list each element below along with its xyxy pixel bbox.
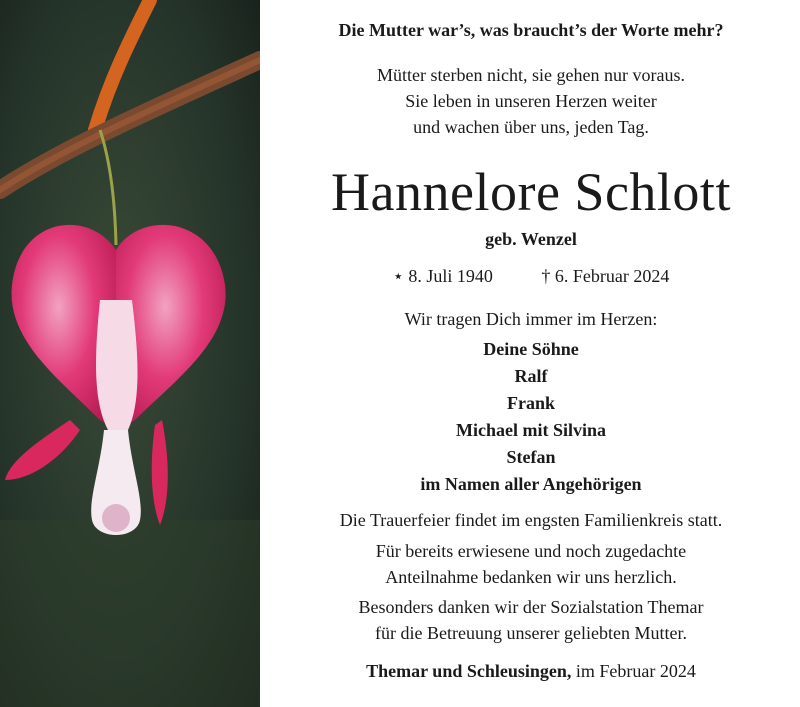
notice-date: im Februar 2024: [575, 661, 696, 681]
life-dates: [262, 266, 800, 287]
mourners-intro: Wir tragen Dich immer im Herzen:: [404, 309, 658, 329]
birth-date: ⋆ 8. Juli 1940: [392, 266, 493, 286]
mourner-line: Michael mit Silvina: [456, 420, 606, 440]
place-and-date: [262, 661, 800, 682]
birth-name: geb. Wenzel: [485, 229, 577, 249]
notice-line: Anteilnahme bedanken wir uns herzlich.: [385, 567, 677, 587]
obituary-text: [262, 0, 800, 707]
death-date: † 6. Februar 2024: [541, 266, 670, 286]
bleeding-heart-flower-icon: [0, 0, 260, 707]
mourner-line: Deine Söhne: [483, 339, 579, 359]
verse-line: Mütter sterben nicht, sie gehen nur voraus.: [377, 65, 685, 85]
verse-line: und wachen über uns, jeden Tag.: [413, 117, 649, 137]
notice-line: für die Betreuung unserer geliebten Mutter.: [375, 623, 687, 643]
motto: Die Mutter war’s, was braucht’s der Worte mehr?: [338, 20, 724, 40]
mourner-line: Ralf: [514, 366, 548, 386]
deceased-name: Hannelore Schlott: [331, 162, 731, 222]
flower-photo: [0, 0, 260, 707]
place: Themar und Schleusingen,: [366, 661, 572, 681]
mourner-line: Stefan: [506, 447, 556, 467]
mourner-line: im Namen aller Angehörigen: [420, 474, 642, 494]
notice-line: Besonders danken wir der Sozialstation Themar: [358, 597, 704, 617]
notice-line: Die Trauerfeier findet im engsten Familienkreis statt.: [339, 510, 723, 530]
mourner-line: Frank: [506, 393, 555, 413]
notice-line: Für bereits erwiesene und noch zugedachte: [375, 541, 687, 561]
verse-line: Sie leben in unseren Herzen weiter: [405, 91, 657, 111]
